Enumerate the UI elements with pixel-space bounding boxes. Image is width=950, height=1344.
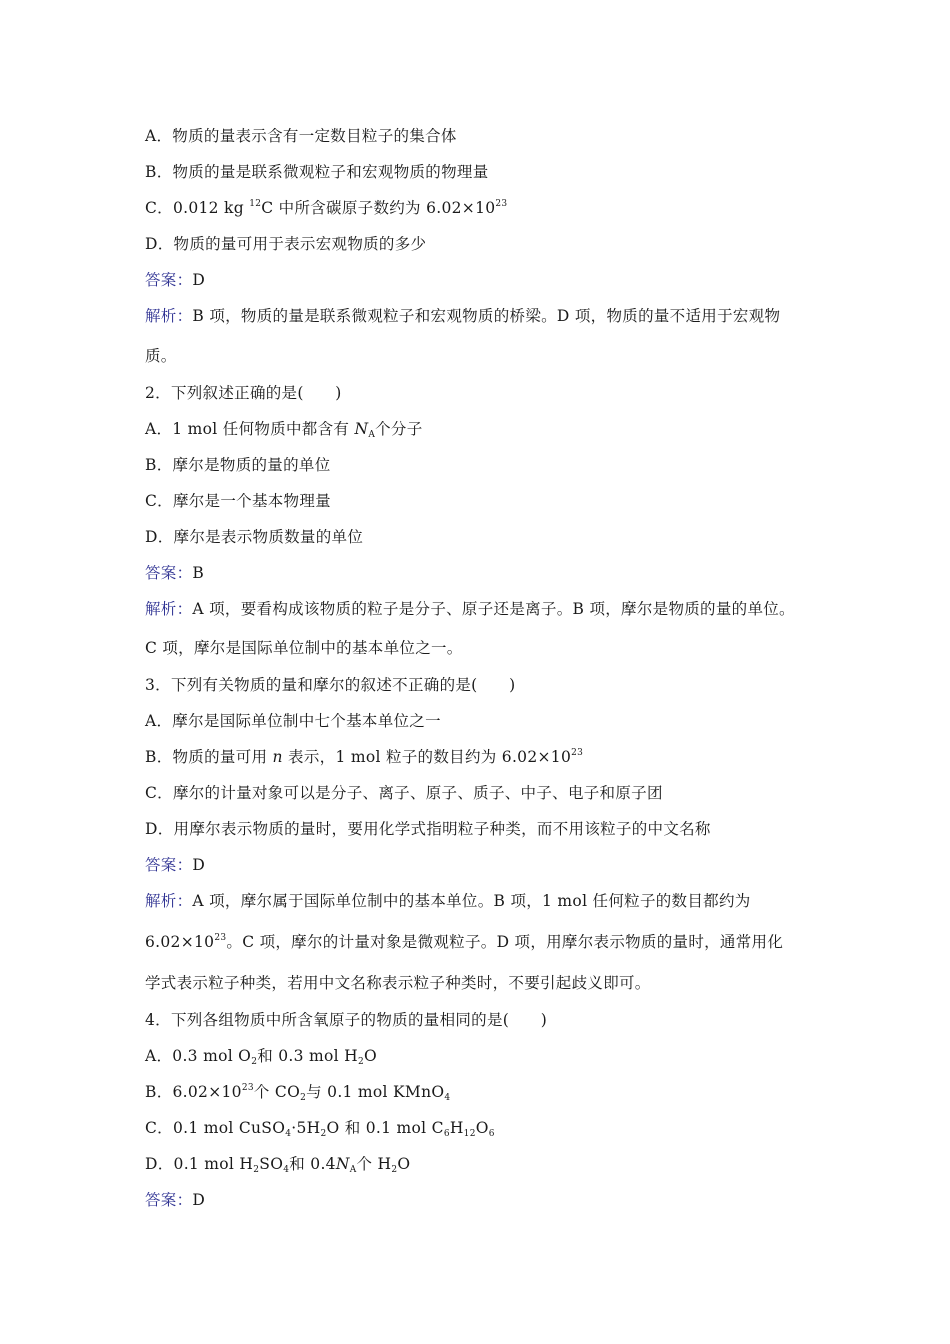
q3-option-b-text-2: 表示，1 mol 粒子的数目约为 6.02×10	[282, 748, 572, 766]
text: 和 0.3 mol H	[257, 1047, 358, 1065]
answer-label: 答案：	[145, 564, 193, 582]
text: B．6.02×10	[145, 1083, 242, 1101]
analysis-label: 解析：	[145, 892, 193, 910]
answer-value: D	[192, 856, 206, 874]
q2-option-a-text: A．1 mol 任何物质中都含有	[145, 420, 355, 438]
q2-analysis-line-1	[145, 599, 795, 619]
analysis-text: 6.02×10	[145, 933, 215, 951]
analysis-label: 解析：	[145, 307, 193, 325]
amount-symbol: n	[272, 748, 283, 766]
avogadro-subscript: A	[349, 1165, 357, 1175]
q3-option-a: A．摩尔是国际单位制中七个基本单位之一	[145, 712, 441, 730]
answer-label: 答案：	[145, 856, 193, 874]
text: 和 0.4	[289, 1155, 336, 1173]
subscript: 6	[443, 1129, 450, 1139]
q1-option-c-text: C．0.012 kg	[145, 199, 250, 217]
avogadro-subscript: A	[368, 430, 376, 440]
text: A．0.3 mol O	[145, 1047, 252, 1065]
q2-option-a-text-2: 个分子	[375, 420, 423, 438]
q1-option-c-exponent: 23	[495, 199, 508, 209]
analysis-text: A 项，摩尔属于国际单位制中的基本单位。B 项，1 mol 任何粒子的数目都约为	[192, 892, 751, 910]
answer-value: D	[192, 271, 206, 289]
q2-option-d: D．摩尔是表示物质数量的单位	[145, 528, 364, 546]
subscript: 6	[488, 1129, 495, 1139]
q1-option-d: D．物质的量可用于表示宏观物质的多少	[145, 235, 427, 253]
analysis-exponent: 23	[214, 933, 227, 943]
q2-option-b: B．摩尔是物质的量的单位	[145, 456, 331, 474]
text: O	[364, 1047, 378, 1065]
analysis-text: B 项，物质的量是联系微观粒子和宏观物质的桥梁。D 项，物质的量不适用于宏观物	[192, 307, 781, 325]
subscript: 2	[320, 1129, 327, 1139]
text: ·5H	[291, 1119, 321, 1137]
q1-analysis-line-2: 质。	[145, 347, 177, 365]
text: O 和 0.1 mol C	[326, 1119, 444, 1137]
analysis-text: A 项，要看构成该物质的粒子是分子、原子还是离子。B 项，摩尔是物质的量的单位。	[192, 600, 795, 618]
q4-option-d	[145, 1154, 410, 1174]
text: 与 0.1 mol KMnO	[306, 1083, 445, 1101]
q3-option-b-exponent: 23	[571, 748, 584, 758]
subscript: 2	[300, 1093, 307, 1103]
q1-option-c-text-2: C 中所含碳原子数约为 6.02×10	[261, 199, 496, 217]
answer-value: B	[192, 564, 205, 582]
q2-option-c: C．摩尔是一个基本物理量	[145, 492, 331, 510]
q2-analysis-line-2: C 项，摩尔是国际单位制中的基本单位之一。	[145, 639, 463, 657]
subscript: 2	[391, 1165, 398, 1175]
q1-option-a: A．物质的量表示含有一定数目粒子的集合体	[145, 127, 457, 145]
q3-stem: 3．下列有关物质的量和摩尔的叙述不正确的是( )	[145, 676, 516, 694]
subscript: 2	[357, 1057, 365, 1067]
q3-option-c: C．摩尔的计量对象可以是分子、离子、原子、质子、中子、电子和原子团	[145, 784, 663, 802]
text: H	[449, 1119, 464, 1137]
q4-stem: 4．下列各组物质中所含氧原子的物质的量相同的是( )	[145, 1011, 548, 1029]
q2-option-a	[145, 419, 423, 439]
text: 个 H	[356, 1155, 392, 1173]
avogadro-symbol: N	[354, 420, 369, 438]
q1-option-c-isotope: 12	[249, 199, 262, 209]
q1-option-c	[145, 198, 507, 218]
text: D．0.1 mol H	[145, 1155, 254, 1173]
q2-stem: 2．下列叙述正确的是( )	[145, 384, 342, 402]
text: 个 CO	[253, 1083, 301, 1101]
q3-option-d: D．用摩尔表示物质的量时，要用化学式指明粒子种类，而不用该粒子的中文名称	[145, 820, 711, 838]
q4-answer	[145, 1190, 205, 1210]
text: O	[397, 1155, 411, 1173]
q4-option-b	[145, 1082, 450, 1102]
exponent: 23	[241, 1083, 254, 1093]
analysis-text-2: 。C 项，摩尔的计量对象是微观粒子。D 项，用摩尔表示物质的量时，通常用化	[226, 933, 784, 951]
subscript: 2	[251, 1057, 258, 1067]
q3-analysis-line-2	[145, 932, 783, 952]
text: O	[475, 1119, 489, 1137]
q3-analysis-line-3: 学式表示粒子种类，若用中文名称表示粒子种类时，不要引起歧义即可。	[145, 974, 651, 992]
q3-option-b-text: B．物质的量可用	[145, 748, 273, 766]
subscript: 4	[444, 1093, 451, 1103]
subscript: 2	[253, 1165, 260, 1175]
answer-label: 答案：	[145, 271, 193, 289]
text: SO	[259, 1155, 284, 1173]
q2-answer	[145, 563, 204, 583]
q3-analysis-line-1	[145, 891, 751, 911]
q1-answer	[145, 270, 205, 290]
q3-option-b	[145, 747, 583, 767]
q4-option-a	[145, 1046, 377, 1066]
q1-option-b: B．物质的量是联系微观粒子和宏观物质的物理量	[145, 163, 489, 181]
text: C．0.1 mol CuSO	[145, 1119, 286, 1137]
subscript: 12	[463, 1129, 476, 1139]
answer-label: 答案：	[145, 1191, 193, 1209]
subscript: 4	[285, 1129, 292, 1139]
q1-analysis-line-1	[145, 306, 780, 326]
q3-answer	[145, 855, 205, 875]
q4-option-c	[145, 1118, 495, 1138]
subscript: 4	[283, 1165, 290, 1175]
avogadro-symbol: N	[335, 1155, 350, 1173]
answer-value: D	[192, 1191, 206, 1209]
analysis-label: 解析：	[145, 600, 193, 618]
